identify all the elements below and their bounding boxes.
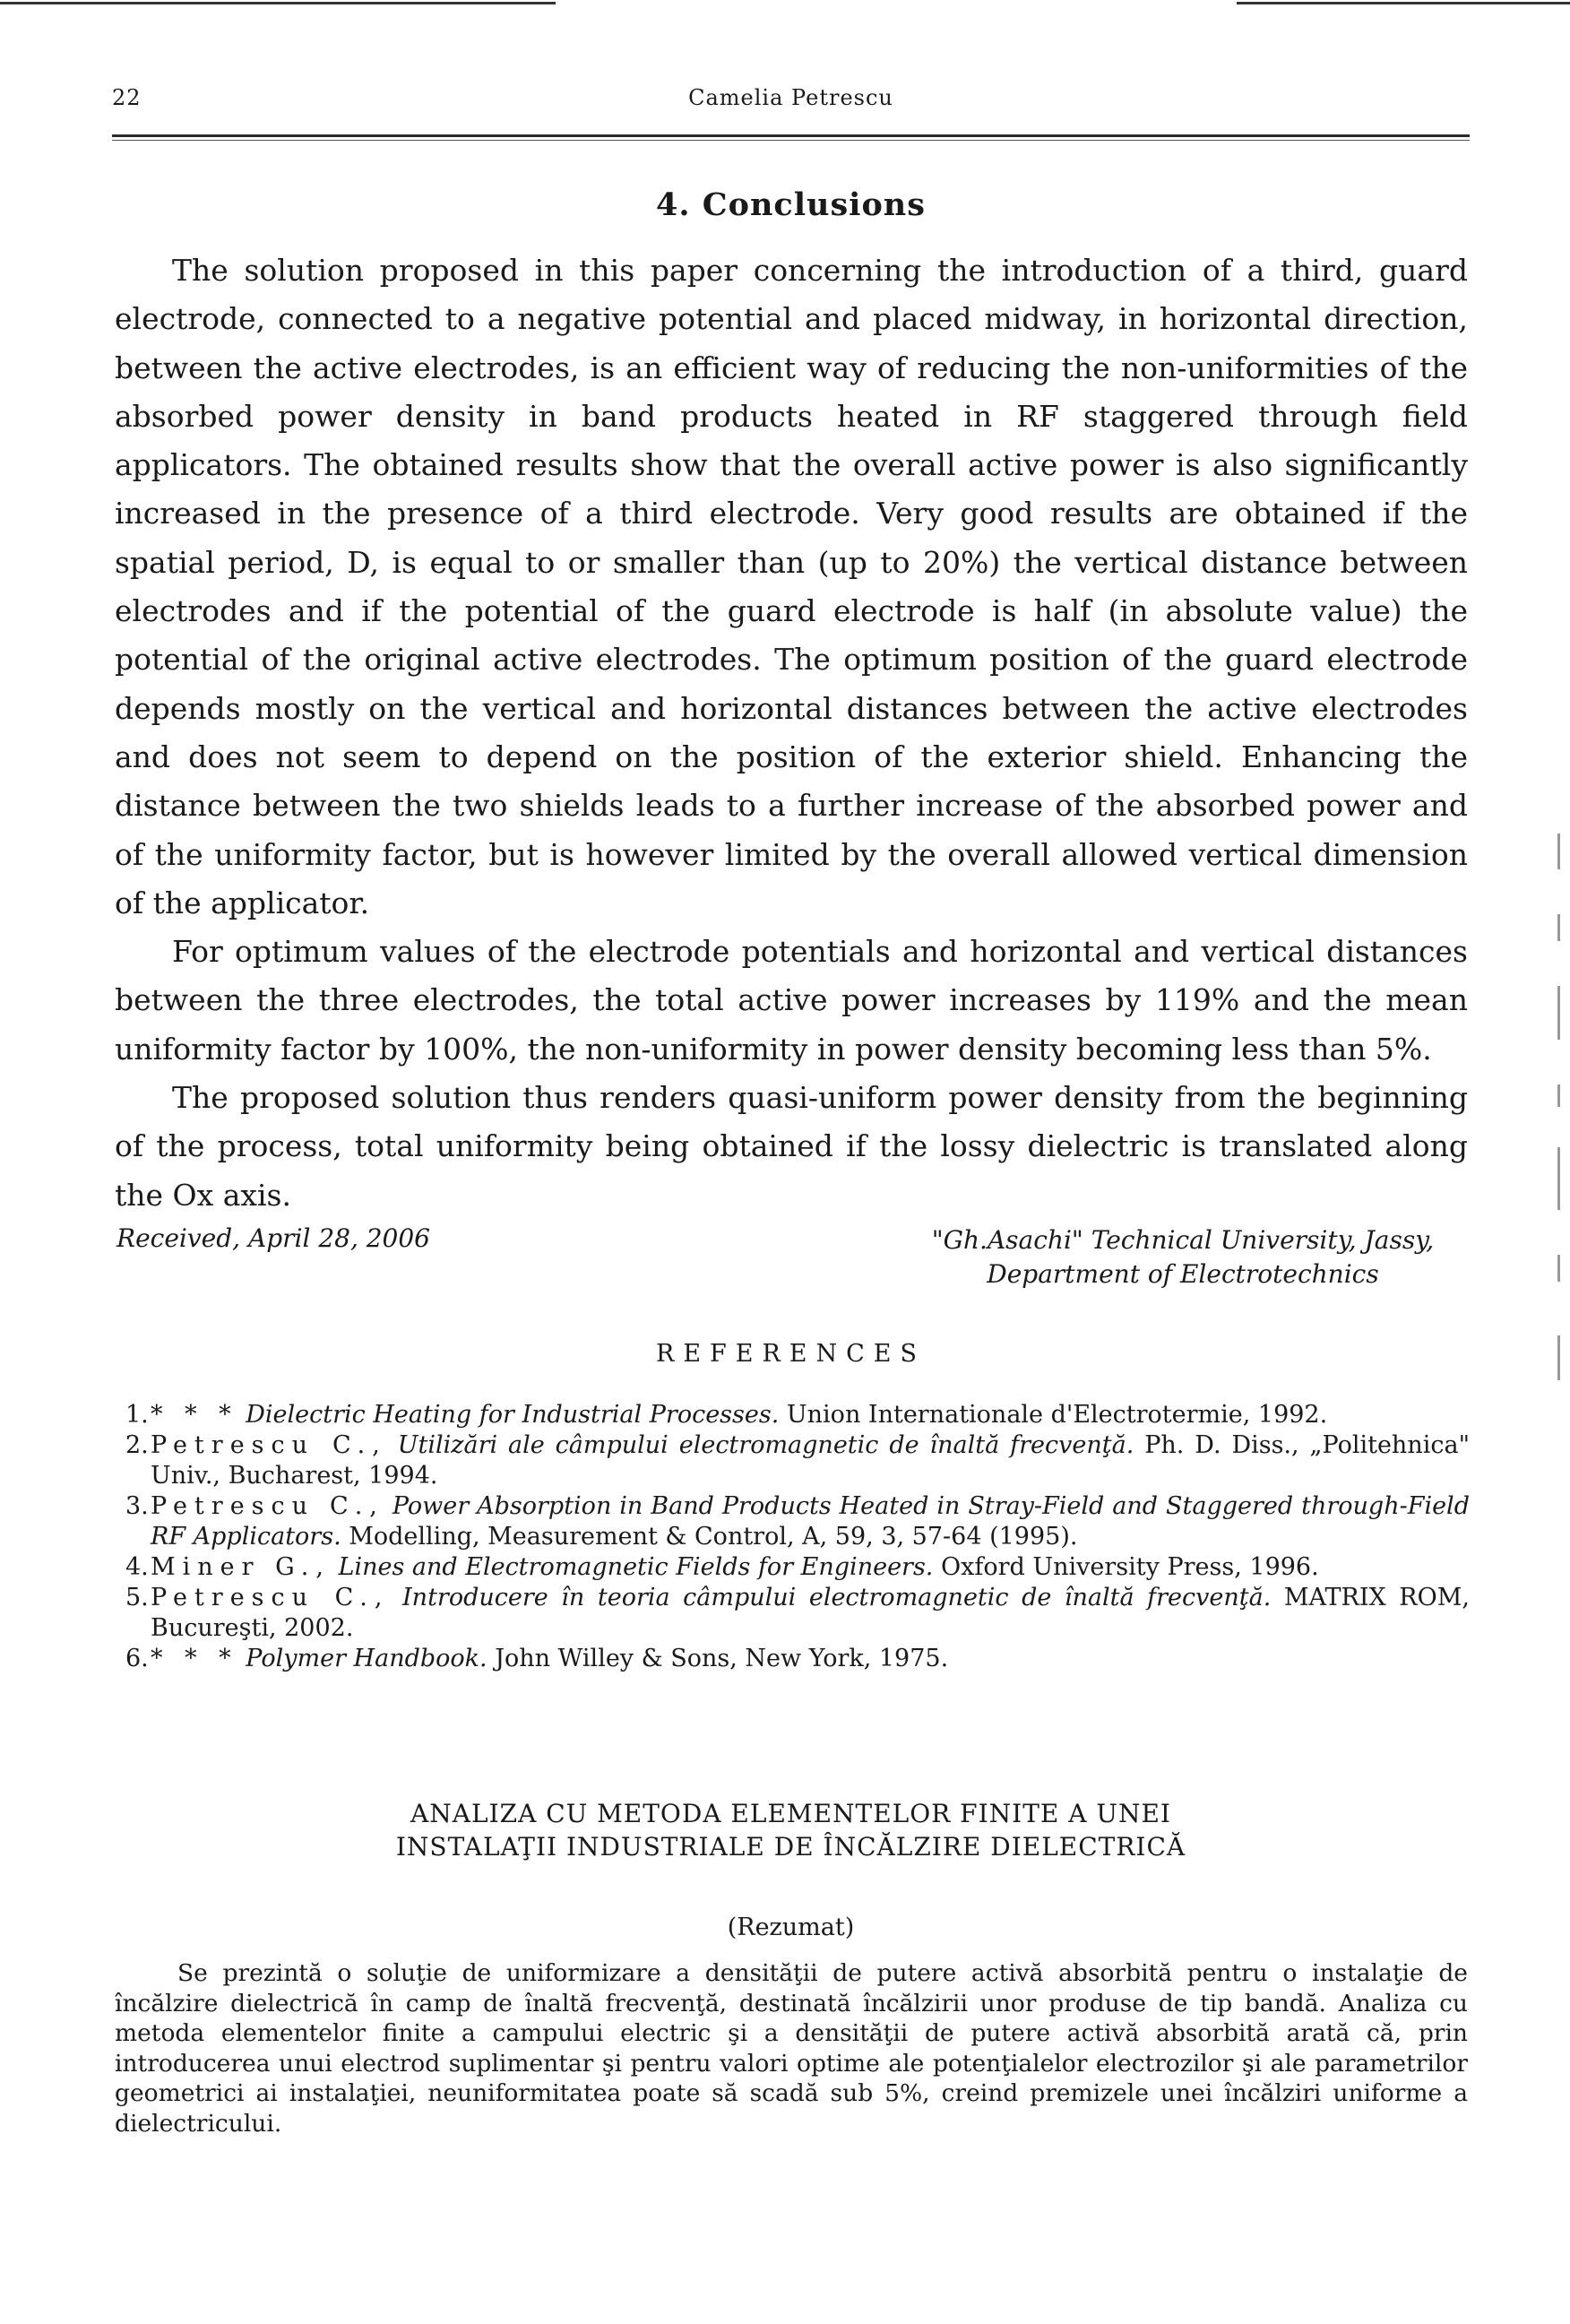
- reference-number: 3.: [125, 1492, 149, 1520]
- reference-item: [125, 1491, 1470, 1552]
- reference-text: [151, 1552, 1470, 1583]
- reference-number: 6.: [125, 1645, 149, 1672]
- romanian-title-line: ANALIZA CU METODA ELEMENTELOR FINITE A UNEI: [410, 1799, 1171, 1828]
- reference-details: MATRIX ROM, Bucureşti, 2002.: [151, 1584, 1470, 1642]
- paragraph: The solution proposed in this paper concerning the introduction of a third, guard electrode, connected to a negative potential and placed midway, in horizontal direction, between the active electrodes, is an efficient way of reducing the non-uniformities of the absorbed power density in band products heated in RF staggered through field applicators. The obtained results show that the overall active power is also significantly increased in the presence of a third electrode. Very good results are obtained if the spatial period, D, is equal to or smaller than (up to 20%) the vertical distance between electrodes and if the potential of the guard electrode is half (in absolute value) the potential of the original active electrodes. The optimum position of the guard electrode depends mostly on the vertical and horizontal distances between the active electrodes and does not seem to depend on the position of the exterior shield. Enhancing the distance between the two shields leads to a further increase of the absorbed power and of the uniformity factor, but is however limited by the overall allowed vertical dimension of the applicator.: [115, 253, 1468, 920]
- reference-title: Power Absorption in Band Products Heated in Stray-Field and Staggered through-Field RF Applicators.: [151, 1492, 1470, 1551]
- received-date: Received, April 28, 2006: [116, 1223, 430, 1253]
- romanian-abstract: Se prezintă o soluţie de uniformizare a densităţii de putere activă absorbită pentru o instalaţie de încălzire dielectrică în camp de înaltă frecvenţă, destinată încălzirii unor produse de tip bandă. Analiza cu metoda elementelor finite a campului electric şi a densităţii de putere activă absorbită arată că, prin introducerea unui electrod suplimentar şi pentru valori optime ale potenţialelor electrozilor şi ale parametrilor geometrici ai instalaţiei, neuniformitatea poate să scadă sub 5%, creind premizele unei încălziri uniforme a dielectricului.: [115, 1959, 1468, 2138]
- reference-details: John Willey & Sons, New York, 1975.: [495, 1645, 949, 1672]
- references-heading: REFERENCES: [655, 1340, 926, 1368]
- reference-details: Union Internationale d'Electrotermie, 1992.: [786, 1401, 1328, 1429]
- reference-author: Petrescu C.,: [151, 1431, 387, 1459]
- reference-title: Polymer Handbook.: [246, 1645, 487, 1672]
- reference-text: [151, 1583, 1470, 1644]
- affiliation: [896, 1223, 1470, 1292]
- conclusions-body: [115, 246, 1468, 1220]
- reference-number: 2.: [125, 1431, 149, 1459]
- reference-title: Introducere în teoria câmpului electromagnetic de înaltă frecvenţă.: [402, 1584, 1272, 1611]
- header-rule-thin: [112, 140, 1470, 141]
- affiliation-line: Department of Electrotechnics: [987, 1259, 1379, 1289]
- reference-author: Petrescu C.,: [151, 1492, 384, 1520]
- reference-number: 1.: [125, 1401, 149, 1429]
- romanian-title: [112, 1797, 1470, 1863]
- reference-item: [125, 1430, 1470, 1491]
- reference-number: 5.: [125, 1584, 149, 1611]
- reference-author: Miner G.,: [151, 1553, 331, 1581]
- reference-text: [151, 1644, 1470, 1674]
- page-number: 22: [112, 85, 142, 110]
- paragraph: For optimum values of the electrode potentials and horizontal and vertical distances between the three electrodes, the total active power increases by 119% and the mean uniformity factor by 100%, the non-uniformity in power density becoming less than 5%.: [115, 934, 1468, 1067]
- reference-text: [151, 1400, 1470, 1430]
- reference-author: * * *: [151, 1401, 238, 1429]
- reference-title: Dielectric Heating for Industrial Processes.: [246, 1401, 780, 1429]
- scan-edge: [0, 0, 1570, 7]
- paragraph: The proposed solution thus renders quasi-uniform power density from the beginning of the process, total uniformity being obtained if the lossy dielectric is translated along the Ox axis.: [115, 1080, 1468, 1213]
- reference-author: Petrescu C.,: [151, 1584, 390, 1611]
- reference-item: [125, 1552, 1470, 1583]
- section-title: 4. Conclusions: [656, 186, 926, 223]
- references-list: [125, 1400, 1470, 1674]
- reference-item: [125, 1644, 1470, 1674]
- reference-details: Ph. D. Diss., „Politehnica" Univ., Bucharest, 1994.: [151, 1431, 1470, 1490]
- reference-item: [125, 1583, 1470, 1644]
- reference-details: Modelling, Measurement & Control, A, 59, 3, 57-64 (1995).: [349, 1523, 1078, 1551]
- reference-author: * * *: [151, 1645, 238, 1672]
- reference-text: [151, 1491, 1470, 1552]
- romanian-title-line: INSTALAŢII INDUSTRIALE DE ÎNCĂLZIRE DIELECTRICĂ: [395, 1832, 1186, 1862]
- header-rule: [112, 134, 1470, 137]
- affiliation-line: "Gh.Asachi" Technical University, Jassy,: [931, 1225, 1435, 1255]
- reference-title: Lines and Electromagnetic Fields for Engineers.: [338, 1553, 934, 1581]
- reference-item: [125, 1400, 1470, 1430]
- reference-number: 4.: [125, 1553, 149, 1581]
- running-head: Camelia Petrescu: [688, 85, 893, 110]
- reference-text: [151, 1430, 1470, 1491]
- reference-title: Utilizări ale câmpului electromagnetic de înaltă frecvenţă.: [397, 1431, 1134, 1459]
- page-header: [112, 85, 1470, 121]
- romanian-subtitle: (Rezumat): [727, 1914, 855, 1941]
- reference-details: Oxford University Press, 1996.: [940, 1553, 1319, 1581]
- scan-margin-marks: [1557, 834, 1563, 1443]
